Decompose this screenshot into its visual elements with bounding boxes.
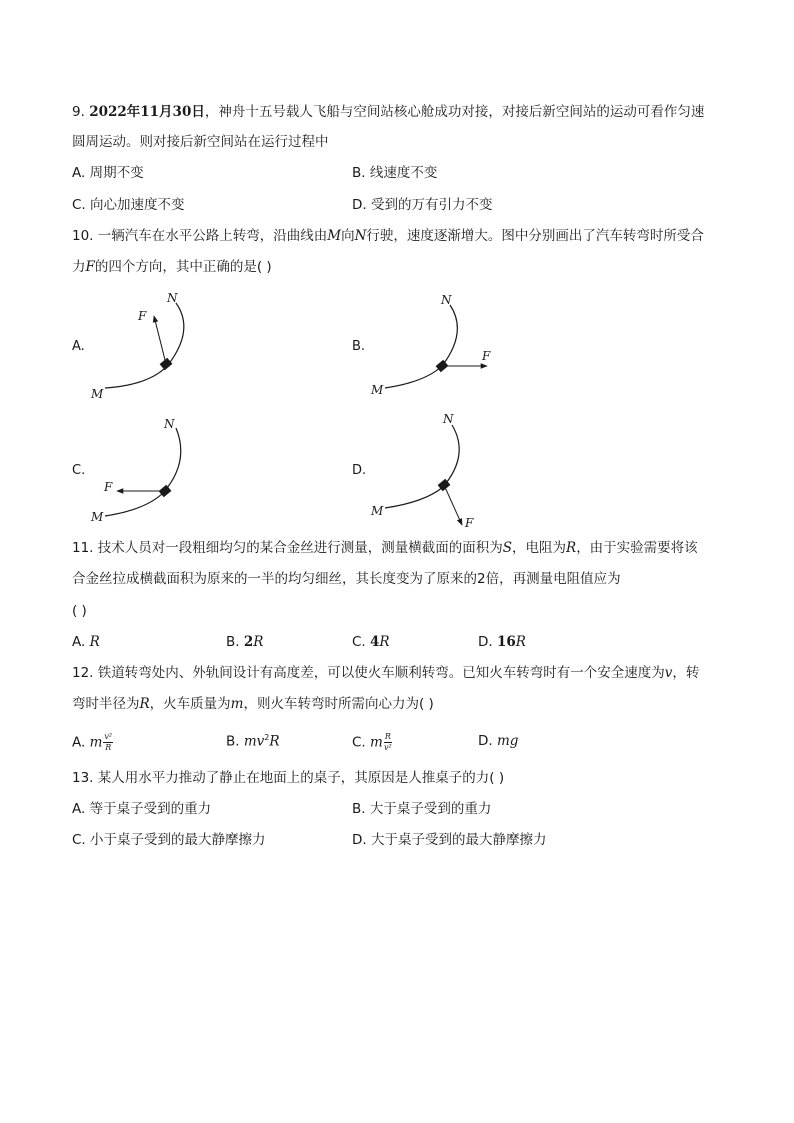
q11-text-1a: 11. 技术人员对一段粗细均匀的某合金丝进行测量，测量横截面的面积为 [72,540,503,556]
q12-text-1a: 12. 铁道转弯处内、外轨间设计有高度差，可以使火车顺利转弯。已知火车转弯时有一个安全速度为 [72,665,665,681]
q13-text: 13. 某人用水平力推动了静止在地面上的桌子，其原因是人推桌子的力( ) [72,770,505,786]
diagram-a-n-label: N [167,291,178,305]
q12-text-2b: ，火车质量为 [149,696,231,712]
diagram-c-n-label: N [164,417,175,431]
q11-option-c[interactable]: C. 4R [352,634,390,650]
diagram-b-m-label: M [371,383,384,397]
diagram-d-f-label: F [465,516,474,530]
q10-var-f: F [85,259,95,275]
diagram-b-f-label: F [482,349,491,363]
diagram-c-m-label: M [91,510,104,524]
q10-text-2a: 力 [72,259,86,275]
q12-text-2c: ，则火车转弯时所需向心力为( ) [243,696,434,712]
q10-var-m: M [327,228,342,244]
q9-number: 9. [72,104,85,120]
diagram-b-option[interactable]: B. [352,339,366,354]
diagram-d-option[interactable]: D. [352,463,367,478]
diagram-c-f-label: F [104,480,113,494]
diagram-d[interactable] [370,412,474,530]
diagram-a-f-label: F [138,309,147,323]
diagram-d-m-label: M [371,504,384,518]
q11-paren: ( ) [72,603,87,619]
q10-text-1c: 行驶，速度逐渐增大。图中分别画出了汽车转弯时所受合 [366,228,704,244]
diagram-a-option[interactable]: A. [72,339,85,354]
q12-var-r: R [139,696,150,712]
diagram-b[interactable] [370,293,491,397]
q13-option-d[interactable]: D. 大于桌子受到的最大静摩擦力 [352,832,547,848]
q9-option-c[interactable]: C. 向心加速度不变 [72,197,185,213]
q10-text-1b: 向 [341,228,355,244]
q11-text-1c: ，由于实验需要将该 [576,540,698,556]
q9-text-2: 圆周运动。则对接后新空间站在运行过程中 [72,134,329,150]
q11-var-r: R [566,540,577,556]
q12-var-m: m [230,696,244,712]
q11-text-2: 合金丝拉成横截面积为原来的一半的均匀细丝，其长度变为了原来的2倍，再测量电阻值应为 [72,571,621,587]
q12-option-a[interactable]: A. m $\frac{\text{v²}}{R}$ [72,732,113,752]
q11-option-a[interactable]: A. R [72,634,100,650]
q11-option-b[interactable]: B. 2R [226,634,264,650]
q11-option-d[interactable]: D. 16R [478,634,526,650]
q13-option-c[interactable]: C. 小于桌子受到的最大静摩擦力 [72,832,266,848]
q12-option-b[interactable]: B. $mv^2R$ [226,733,280,750]
q11-line-1 [72,540,698,556]
diagram-c[interactable] [90,417,181,524]
q10-var-n: N [354,228,367,244]
q11-var-s: S [502,540,513,556]
q10-text-1a: 10. 一辆汽车在水平公路上转弯，沿曲线由 [72,228,328,244]
q13-option-a[interactable]: A. 等于桌子受到的重力 [72,801,212,817]
q13-option-b[interactable]: B. 大于桌子受到的重力 [352,801,492,817]
diagram-a[interactable] [90,291,184,401]
q11-text-1b: ，电阻为 [512,540,567,556]
q12-line-2 [72,696,434,712]
q12-var-v: v [664,665,673,681]
diagram-a-m-label: M [91,387,104,401]
q10-text-2b: 的四个方向，其中正确的是( ) [94,259,272,275]
diagram-c-option[interactable]: C. [72,463,86,478]
q12-text-2a: 弯时半径为 [72,696,140,712]
q12-option-c[interactable]: C. m $\frac{R}{\text{v²}}$ [352,732,392,752]
q12-text-1b: ，转 [672,665,700,681]
q12-option-d[interactable]: D. mg [478,733,519,749]
q9-option-a[interactable]: A. 周期不变 [72,165,144,181]
q12-line-1 [72,665,699,681]
q9-text-1: ，神舟十五号载人飞船与空间站核心舱成功对接，对接后新空间站的运动可看作匀速 [204,104,705,120]
diagram-b-n-label: N [441,293,452,307]
diagram-d-n-label: N [443,412,454,426]
q9-date: 2022年11月30日 [89,104,205,120]
q9-option-b[interactable]: B. 线速度不变 [352,165,438,181]
q9-option-d[interactable]: D. 受到的万有引力不变 [352,197,493,213]
